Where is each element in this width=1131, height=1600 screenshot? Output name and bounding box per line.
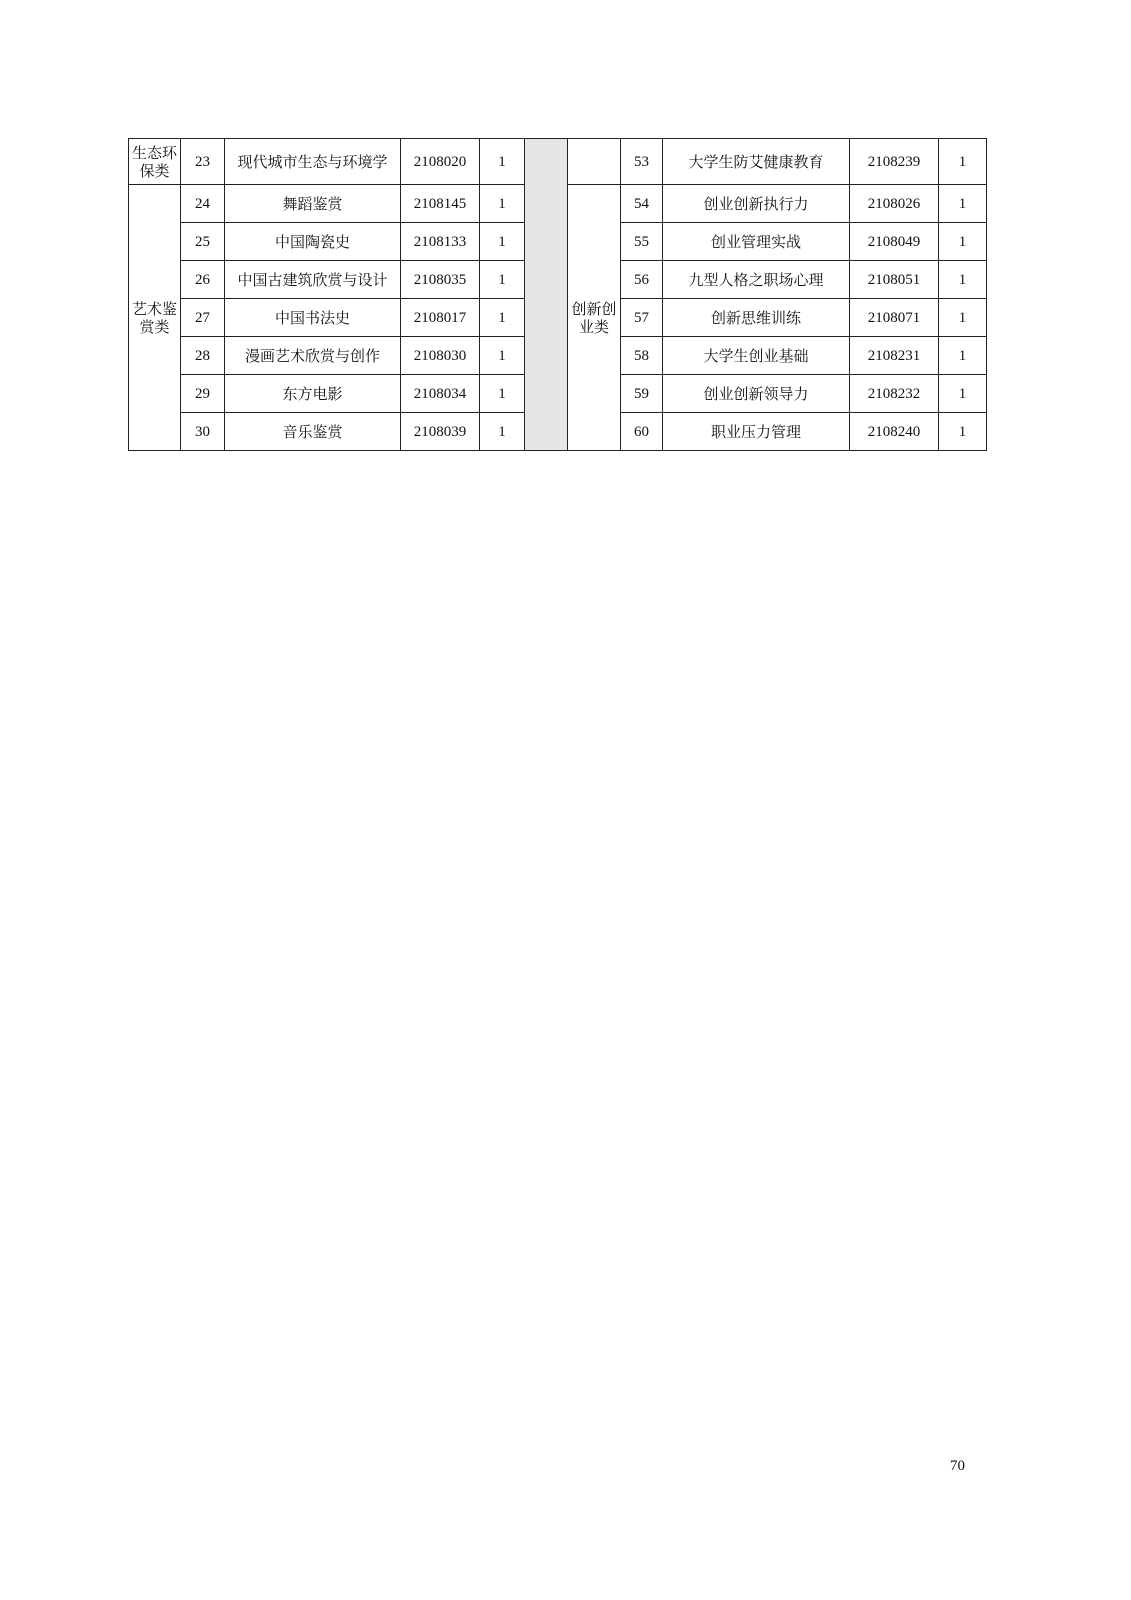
course-number: 59 (621, 375, 663, 413)
course-number: 28 (181, 337, 225, 375)
course-code: 2108030 (401, 337, 480, 375)
course-credit: 1 (939, 375, 987, 413)
course-credit: 1 (939, 139, 987, 185)
course-name: 音乐鉴赏 (225, 413, 401, 451)
course-credit: 1 (480, 375, 525, 413)
category-cell (568, 139, 621, 185)
course-number: 57 (621, 299, 663, 337)
table-row (129, 139, 987, 185)
course-credit: 1 (480, 413, 525, 451)
course-code: 2108026 (850, 185, 939, 223)
course-credit: 1 (480, 139, 525, 185)
course-code: 2108239 (850, 139, 939, 185)
course-code: 2108017 (401, 299, 480, 337)
course-name: 漫画艺术欣赏与创作 (225, 337, 401, 375)
course-credit: 1 (939, 337, 987, 375)
course-credit: 1 (480, 185, 525, 223)
course-code: 2108034 (401, 375, 480, 413)
course-number: 24 (181, 185, 225, 223)
category-cell: 生态环保类 (129, 139, 181, 185)
page-number: 70 (950, 1458, 965, 1474)
course-number: 29 (181, 375, 225, 413)
course-number: 55 (621, 223, 663, 261)
course-number: 23 (181, 139, 225, 185)
course-credit: 1 (939, 299, 987, 337)
course-code: 2108133 (401, 223, 480, 261)
course-credit: 1 (480, 337, 525, 375)
course-number: 60 (621, 413, 663, 451)
course-code: 2108039 (401, 413, 480, 451)
category-cell: 艺术鉴赏类 (129, 185, 181, 451)
course-credit: 1 (480, 261, 525, 299)
course-credit: 1 (939, 413, 987, 451)
course-name: 中国书法史 (225, 299, 401, 337)
course-name: 现代城市生态与环境学 (225, 139, 401, 185)
course-code: 2108051 (850, 261, 939, 299)
course-name: 九型人格之职场心理 (663, 261, 850, 299)
course-number: 30 (181, 413, 225, 451)
course-code: 2108020 (401, 139, 480, 185)
course-credit: 1 (939, 185, 987, 223)
course-number: 27 (181, 299, 225, 337)
course-code: 2108049 (850, 223, 939, 261)
course-name: 大学生创业基础 (663, 337, 850, 375)
course-name: 中国陶瓷史 (225, 223, 401, 261)
course-name: 创业管理实战 (663, 223, 850, 261)
course-number: 53 (621, 139, 663, 185)
course-code: 2108145 (401, 185, 480, 223)
course-number: 26 (181, 261, 225, 299)
course-code: 2108071 (850, 299, 939, 337)
course-code: 2108035 (401, 261, 480, 299)
course-name: 创新思维训练 (663, 299, 850, 337)
course-name: 舞蹈鉴赏 (225, 185, 401, 223)
course-name: 东方电影 (225, 375, 401, 413)
course-credit: 1 (939, 223, 987, 261)
table-body (129, 139, 987, 451)
course-number: 25 (181, 223, 225, 261)
course-number: 54 (621, 185, 663, 223)
course-name: 职业压力管理 (663, 413, 850, 451)
course-name: 创业创新执行力 (663, 185, 850, 223)
course-code: 2108232 (850, 375, 939, 413)
course-credit: 1 (480, 299, 525, 337)
course-number: 56 (621, 261, 663, 299)
divider-column (525, 139, 568, 451)
course-name: 大学生防艾健康教育 (663, 139, 850, 185)
course-code: 2108231 (850, 337, 939, 375)
course-number: 58 (621, 337, 663, 375)
course-credit: 1 (480, 223, 525, 261)
course-name: 创业创新领导力 (663, 375, 850, 413)
course-name: 中国古建筑欣赏与设计 (225, 261, 401, 299)
category-cell: 创新创业类 (568, 185, 621, 451)
course-credit: 1 (939, 261, 987, 299)
course-table (128, 138, 987, 451)
course-code: 2108240 (850, 413, 939, 451)
